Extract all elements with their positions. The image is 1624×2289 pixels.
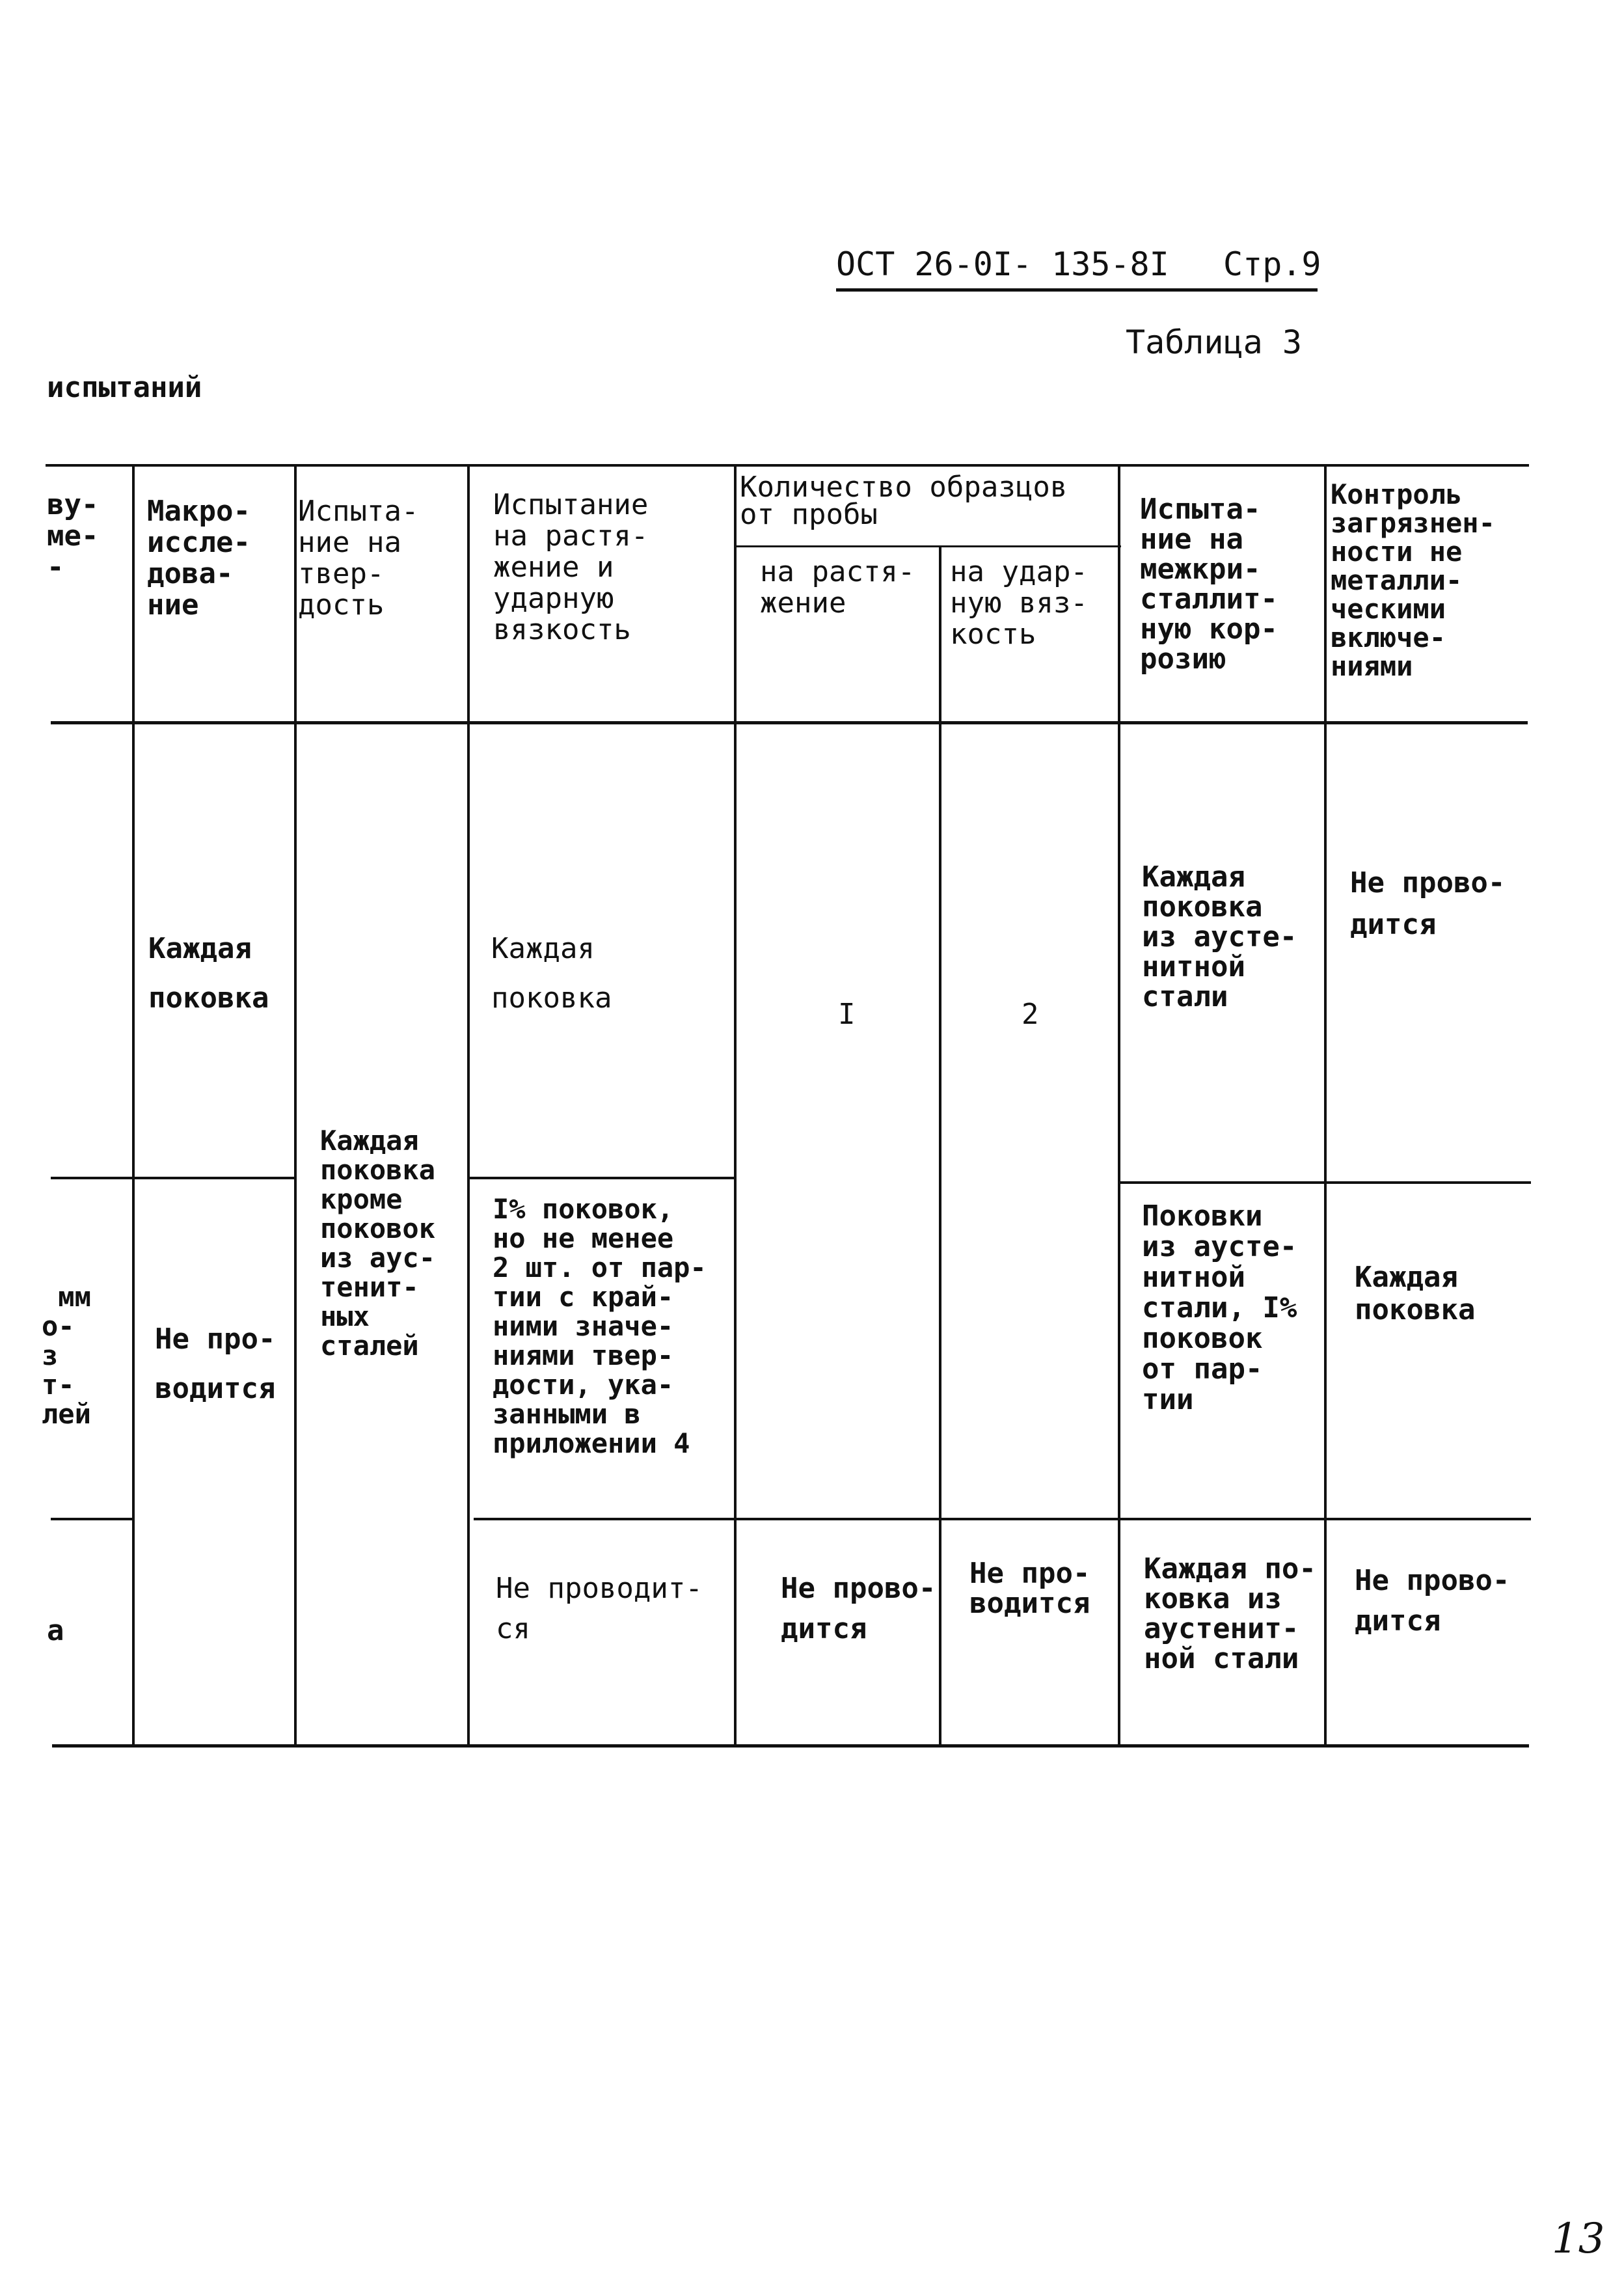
row2-intercrystalline: Поковки из аусте- нитной стали, I% поковок от пар- тии bbox=[1142, 1199, 1297, 1416]
col-rule-5 bbox=[939, 545, 941, 1746]
row2-tensile-impact: I% поковок, но не менее 2 шт. от пар- тии с край- ними значе- ниями твер- дости, ука- занными в приложении 4 bbox=[493, 1193, 707, 1459]
row1-count-tensile: I bbox=[838, 998, 856, 1031]
col-rule-1 bbox=[132, 464, 135, 1746]
row2-bottom-rule-left bbox=[51, 1518, 134, 1520]
row3-col0: а bbox=[47, 1614, 64, 1647]
header-sample-count: Количество образцов от пробы bbox=[740, 471, 1068, 531]
row3-count-impact: Не про- водится bbox=[969, 1557, 1090, 1620]
row3-count-tensile: Не прово- дится bbox=[781, 1572, 936, 1645]
header-intercrystalline-corrosion: Испыта- ние на межкри- сталлит- ную кор- розию bbox=[1140, 493, 1278, 676]
header-hardness-test: Испыта- ние на твер- дость bbox=[298, 495, 419, 622]
page-reference: Стр.9 bbox=[1223, 245, 1321, 283]
header-col0: ву- ме- - bbox=[47, 488, 99, 584]
row1-macro: Каждая поковка bbox=[148, 932, 269, 1015]
col-rule-3 bbox=[467, 464, 470, 1746]
row2-hardness: Каждая поковка кроме поковок из аус- тенит- ных сталей bbox=[320, 1125, 436, 1362]
col-rule-6 bbox=[1118, 464, 1120, 1746]
row1-tensile-impact: Каждая поковка bbox=[491, 932, 612, 1015]
section-title: испытаний bbox=[47, 371, 202, 404]
table-top-rule bbox=[46, 464, 1529, 467]
header-tensile-impact-test: Испытание на растя- жение и ударную вязкость bbox=[493, 488, 649, 646]
header-count-tensile: на растя- жение bbox=[760, 555, 915, 620]
header-underline bbox=[836, 288, 1318, 292]
row1-bottom-rule-left bbox=[51, 1177, 296, 1179]
row2-macro: Не про- водится bbox=[155, 1323, 276, 1405]
document-code: ОСТ 26-0I- 135-8I bbox=[836, 245, 1169, 283]
row1-nonmetallic: Не прово- дится bbox=[1350, 866, 1506, 941]
col-rule-7 bbox=[1324, 464, 1327, 1746]
header-nonmetallic-inclusions: Контроль загрязнен- ности не металли- ческими включе- ниями bbox=[1331, 478, 1495, 682]
table-caption: Таблица 3 bbox=[1126, 323, 1302, 361]
col-rule-4 bbox=[734, 464, 737, 1746]
count-subheader-rule bbox=[734, 545, 1121, 547]
row1-intercrystalline: Каждая поковка из аусте- нитной стали bbox=[1142, 860, 1297, 1013]
header-count-impact: на удар- ную вяз- кость bbox=[950, 555, 1088, 651]
col-rule-2 bbox=[294, 464, 297, 1746]
row2-col0: мм о- з т- лей bbox=[42, 1281, 91, 1430]
row3-nonmetallic: Не прово- дится bbox=[1355, 1564, 1510, 1638]
row1-count-impact: 2 bbox=[1022, 998, 1039, 1031]
header-macro-study: Макро- иссле- дова- ние bbox=[147, 495, 250, 622]
row1-bottom-rule-tensile bbox=[468, 1177, 735, 1179]
row2-nonmetallic: Каждая поковка bbox=[1355, 1261, 1476, 1326]
header-bottom-rule bbox=[51, 721, 1528, 724]
handwritten-page-number: 13 bbox=[1552, 2215, 1605, 2263]
row3-tensile-impact: Не проводит- ся bbox=[496, 1572, 703, 1645]
table-bottom-rule bbox=[52, 1744, 1529, 1748]
row2-bottom-rule-right bbox=[474, 1518, 1531, 1520]
row3-intercrystalline: Каждая по- ковка из аустенит- ной стали bbox=[1144, 1552, 1316, 1675]
